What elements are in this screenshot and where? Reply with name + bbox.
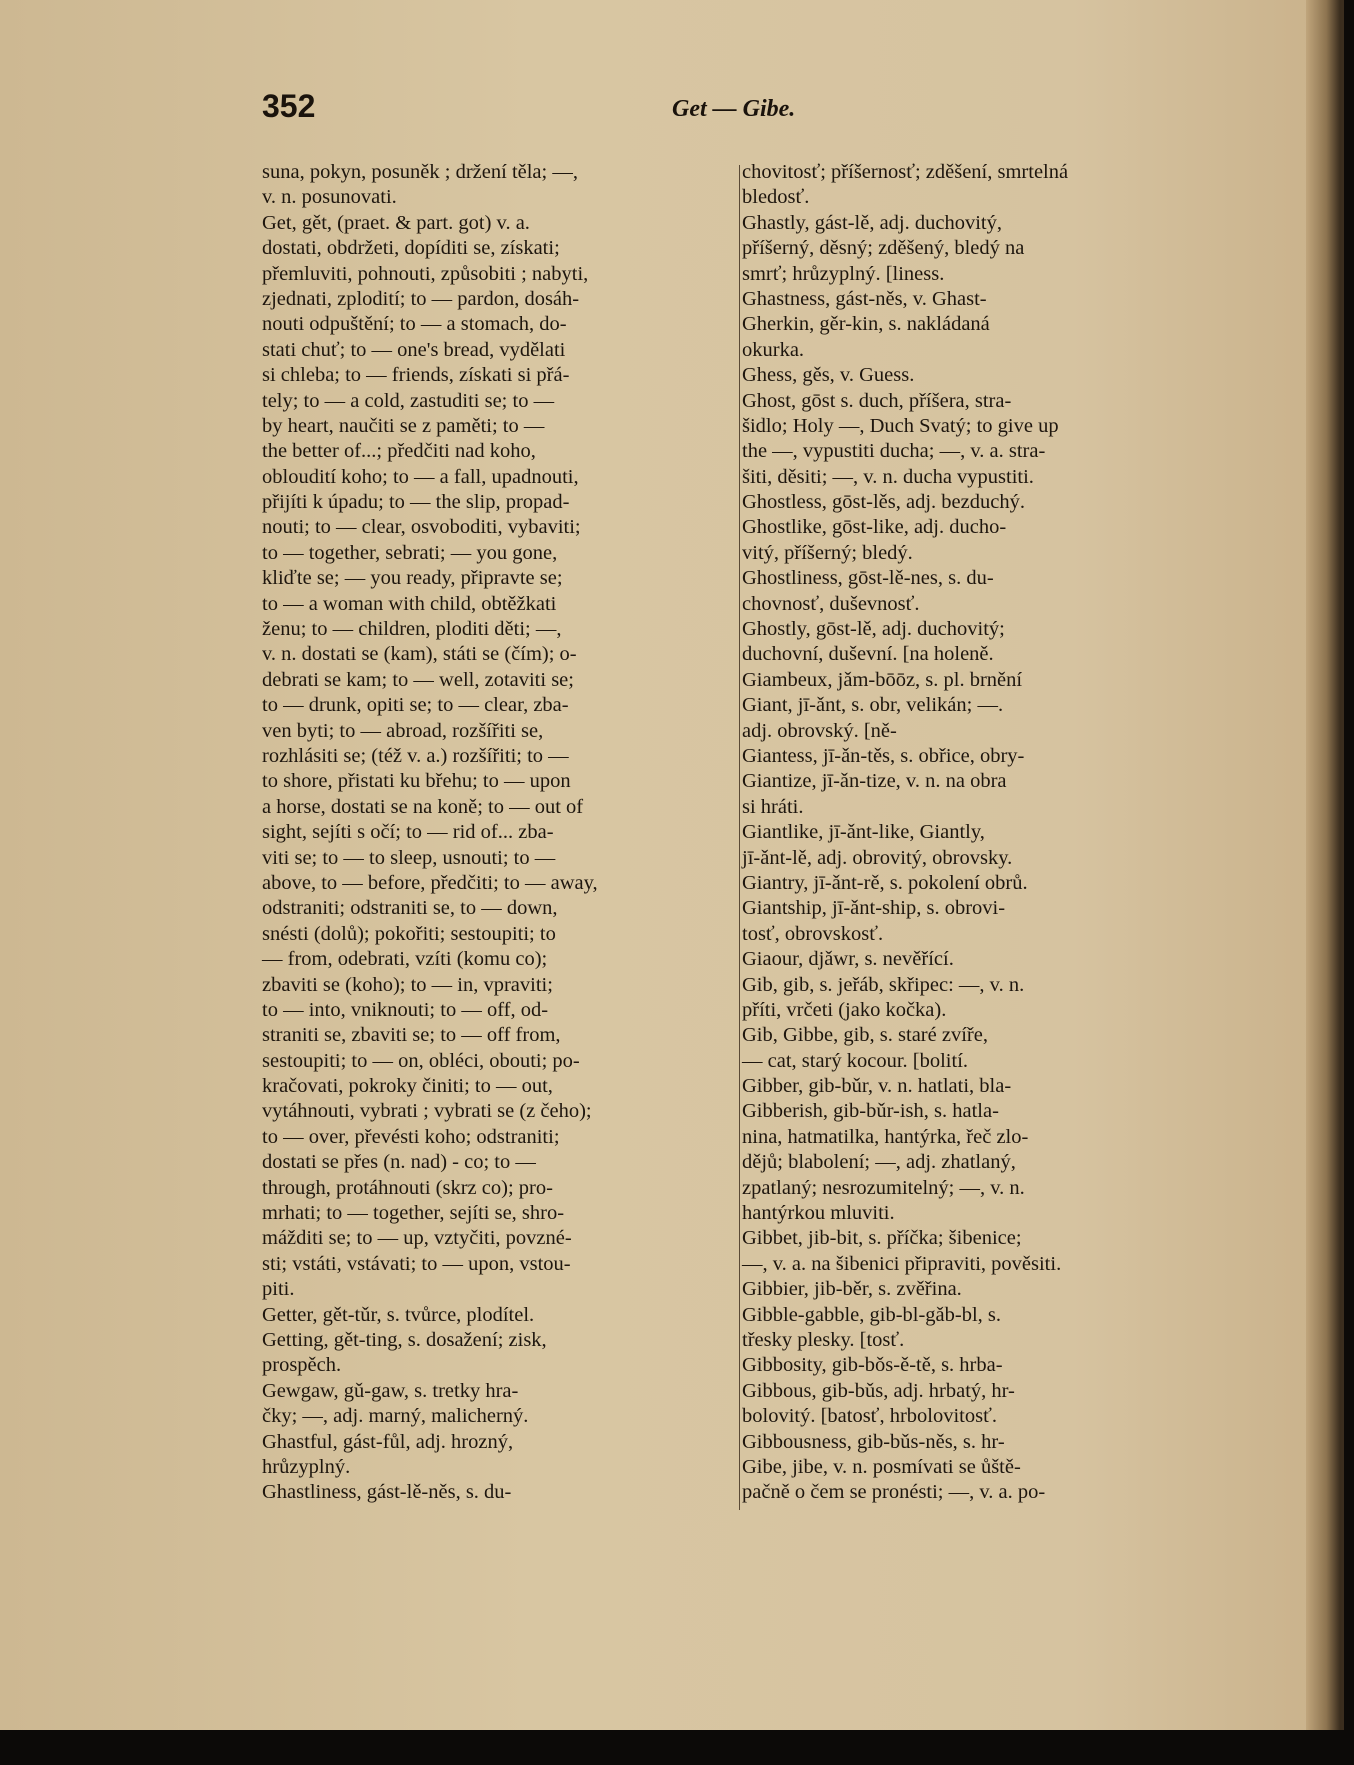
text-line: kračovati, pokroky činiti; to — out,	[262, 1075, 553, 1098]
text-line: zpatlaný; nesrozumitelný; —, v. n.	[742, 1176, 1025, 1199]
text-line: snésti (dolů); pokořiti; sestoupiti; to	[262, 922, 556, 945]
text-line: straniti se, zbaviti se; to — off from,	[262, 1024, 561, 1047]
text-line: to shore, přistati ku břehu; to — upon	[262, 770, 571, 793]
text-line: ven byti; to — abroad, rozšířiti se,	[262, 719, 544, 742]
text-line: sestoupiti; to — on, obléci, obouti; po-	[262, 1049, 580, 1072]
text-line: hrůzyplný.	[262, 1455, 351, 1478]
text-line: Getting, gět-ting, s. dosažení; zisk,	[262, 1328, 547, 1351]
text-line: Ghost, gōst s. duch, příšera, stra-	[742, 389, 1012, 412]
text-line: si chleba; to — friends, získati si přá-	[262, 364, 570, 387]
text-line: Getter, gět-tǔr, s. tvůrce, plodítel.	[262, 1303, 535, 1326]
text-line: šidlo; Holy —, Duch Svatý; to give up	[742, 414, 1059, 437]
text-line: Giantlike, jī-ǎnt-like, Giantly,	[742, 821, 985, 844]
text-line: to — drunk, opiti se; to — clear, zba-	[262, 694, 569, 717]
text-line: to — over, převésti koho; odstraniti;	[262, 1125, 560, 1148]
text-line: Gherkin, gěr-kin, s. nakládaná	[742, 313, 990, 336]
column-divider	[739, 165, 740, 1510]
text-line: Ghastful, gást-fůl, adj. hrozný,	[262, 1430, 514, 1453]
text-line: Gibbet, jib-bit, s. příčka; šibenice;	[742, 1227, 1022, 1250]
text-line: Giantess, jī-ǎn-těs, s. obřice, obry-	[742, 744, 1025, 767]
text-line: Giantship, jī-ǎnt-ship, s. obrovi-	[742, 897, 1006, 920]
text-line: příšerný, děsný; zděšený, bledý na	[742, 237, 1025, 260]
text-line: debrati se kam; to — well, zotaviti se;	[262, 668, 574, 691]
text-line: tosť, obrovskosť.	[742, 922, 884, 945]
text-line: Get, gět, (praet. & part. got) v. a.	[262, 211, 530, 234]
text-line: přemluviti, pohnouti, způsobiti ; nabyti,	[262, 262, 589, 285]
text-line: pačně o čem se pronésti; —, v. a. po-	[742, 1481, 1046, 1504]
text-line: Gib, Gibbe, gib, s. staré zvíře,	[742, 1024, 988, 1047]
text-line: Ghostlike, gōst-like, adj. ducho-	[742, 516, 1007, 539]
text-line: a horse, dostati se na koně; to — out of	[262, 795, 584, 818]
running-head: Get — Gibe.	[672, 96, 796, 122]
text-line: šiti, děsiti; —, v. n. ducha vypustiti.	[742, 465, 1034, 488]
text-line: bolovitý. [batosť, hrbolovitosť.	[742, 1405, 997, 1428]
text-line: v. n. posunovati.	[262, 186, 397, 209]
text-line: Gibbous, gib-bǔs, adj. hrbatý, hr-	[742, 1379, 1015, 1402]
text-line: the —, vypustiti ducha; —, v. a. stra-	[742, 440, 1046, 463]
text-line: — from, odebrati, vzíti (komu co);	[262, 948, 548, 971]
text-line: kliďte se; — you ready, připravte se;	[262, 567, 563, 590]
text-line: — cat, starý kocour. [bolití.	[742, 1049, 969, 1072]
left-column	[262, 160, 732, 1506]
text-line: smrť; hrůzyplný. [liness.	[742, 262, 945, 285]
text-line: ženu; to — children, ploditi děti; —,	[262, 618, 562, 641]
text-line: dějů; blabolení; —, adj. zhatlaný,	[742, 1151, 1016, 1174]
text-line: dostati se přes (n. nad) - co; to —	[262, 1151, 536, 1174]
text-line: suna, pokyn, posuněk ; držení těla; —,	[262, 161, 578, 183]
text-line: zjednati, zplodití; to — pardon, dosáh-	[262, 287, 580, 310]
text-line: mážditi se; to — up, vztyčiti, povzné-	[262, 1227, 572, 1250]
text-line: Giaour, djǎwr, s. nevěřící.	[742, 948, 954, 971]
text-line: Gibe, jibe, v. n. posmívati se ůště-	[742, 1455, 1021, 1478]
page-number: 352	[262, 88, 316, 124]
text-line: Ghastness, gást-něs, v. Ghast-	[742, 287, 987, 310]
text-line: zbaviti se (koho); to — in, vpraviti;	[262, 973, 553, 996]
text-line: piti.	[262, 1278, 295, 1301]
text-line: tely; to — a cold, zastuditi se; to —	[262, 389, 555, 412]
text-line: sti; vstáti, vstávati; to — upon, vstou-	[262, 1252, 571, 1275]
text-line: Gibber, gib-bǔr, v. n. hatlati, bla-	[742, 1075, 1012, 1098]
text-line: Ghess, gěs, v. Guess.	[742, 364, 915, 387]
text-line: nouti odpuštění; to — a stomach, do-	[262, 313, 567, 336]
text-line: vitý, příšerný; bledý.	[742, 541, 913, 564]
text-line: by heart, naučiti se z paměti; to —	[262, 414, 545, 437]
text-line: chovnosť, duševnosť.	[742, 592, 920, 615]
right-column	[742, 160, 1218, 1506]
text-line: Gibbier, jib-běr, s. zvěřina.	[742, 1278, 962, 1301]
text-line: to — into, vniknouti; to — off, od-	[262, 998, 549, 1021]
text-line: Ghostly, gōst-lě, adj. duchovitý;	[742, 618, 1005, 641]
text-line: the better of...; předčiti nad koho,	[262, 440, 536, 463]
text-line: Giantry, jī-ǎnt-rě, s. pokolení obrů.	[742, 871, 1028, 894]
text-line: to — a woman with child, obtěžkati	[262, 592, 557, 615]
text-line: Gibble-gabble, gib-bl-gǎb-bl, s.	[742, 1303, 1002, 1326]
text-line: Gibberish, gib-bǔr-ish, s. hatla-	[742, 1100, 999, 1123]
text-line: Gib, gib, s. jeřáb, skřipec: —, v. n.	[742, 973, 1025, 996]
text-line: Giantize, jī-ǎn-tize, v. n. na obra	[742, 770, 1007, 793]
text-line: dostati, obdržeti, dopíditi se, získati;	[262, 237, 560, 260]
text-line: jī-ǎnt-lě, adj. obrovitý, obrovsky.	[742, 846, 1013, 869]
text-line: Giant, jī-ǎnt, s. obr, velikán; —.	[742, 694, 1004, 717]
text-line: —, v. a. na šibenici připraviti, pověsiti.	[742, 1252, 1062, 1275]
text-line: sight, sejíti s očí; to — rid of... zba-	[262, 821, 554, 844]
page-header	[262, 88, 1217, 128]
text-line: to — together, sebrati; — you gone,	[262, 541, 558, 564]
text-line: příti, vrčeti (jako kočka).	[742, 998, 947, 1021]
text-line: Ghastliness, gást-lě-něs, s. du-	[262, 1481, 512, 1504]
text-line: bledosť.	[742, 186, 810, 209]
text-line: Gibbousness, gib-bǔs-něs, s. hr-	[742, 1430, 1005, 1453]
text-line: Ghastly, gást-lě, adj. duchovitý,	[742, 211, 1002, 234]
text-line: Giambeux, jǎm-bōōz, s. pl. brnění	[742, 668, 1023, 691]
text-line: mrhati; to — together, sejíti se, shro-	[262, 1202, 565, 1225]
text-line: Gewgaw, gǔ-gaw, s. tretky hra-	[262, 1379, 519, 1402]
text-line: prospěch.	[262, 1354, 342, 1377]
text-line: okurka.	[742, 338, 805, 361]
text-line: třesky plesky. [tosť.	[742, 1328, 905, 1351]
text-line: adj. obrovský. [ně-	[742, 719, 897, 742]
text-line: čky; —, adj. marný, malicherný.	[262, 1405, 529, 1428]
text-line: Ghostless, gōst-lěs, adj. bezduchý.	[742, 491, 1025, 514]
page-gutter-shadow	[1306, 0, 1340, 1730]
text-line: hantýrkou mluviti.	[742, 1202, 895, 1225]
text-line: above, to — before, předčiti; to — away,	[262, 871, 598, 894]
text-line: odstraniti; odstraniti se, to — down,	[262, 897, 558, 920]
text-line: stati chuť; to — one's bread, vydělati	[262, 338, 566, 361]
text-line: nouti; to — clear, osvoboditi, vybaviti;	[262, 516, 581, 539]
text-line: Ghostliness, gōst-lě-nes, s. du-	[742, 567, 994, 590]
text-line: through, protáhnouti (skrz co); pro-	[262, 1176, 553, 1199]
text-line: viti se; to — to sleep, usnouti; to —	[262, 846, 556, 869]
text-line: chovitosť; příšernosť; zděšení, smrtelná	[742, 161, 1069, 183]
text-line: rozhlásiti se; (též v. a.) rozšířiti; to —	[262, 744, 569, 767]
text-line: si hráti.	[742, 795, 804, 818]
text-line: nina, hatmatilka, hantýrka, řeč zlo-	[742, 1125, 1029, 1148]
text-line: Gibbosity, gib-bǒs-ě-tě, s. hrba-	[742, 1354, 1003, 1377]
text-line: vytáhnouti, vybrati ; vybrati se (z čeho);	[262, 1100, 592, 1123]
text-line: přijíti k úpadu; to — the slip, propad-	[262, 491, 570, 514]
text-line: obloudití koho; to — a fall, upadnouti,	[262, 465, 579, 488]
text-line: v. n. dostati se (kam), státi se (čím); o-	[262, 643, 577, 666]
text-line: duchovní, duševní. [na holeně.	[742, 643, 994, 666]
